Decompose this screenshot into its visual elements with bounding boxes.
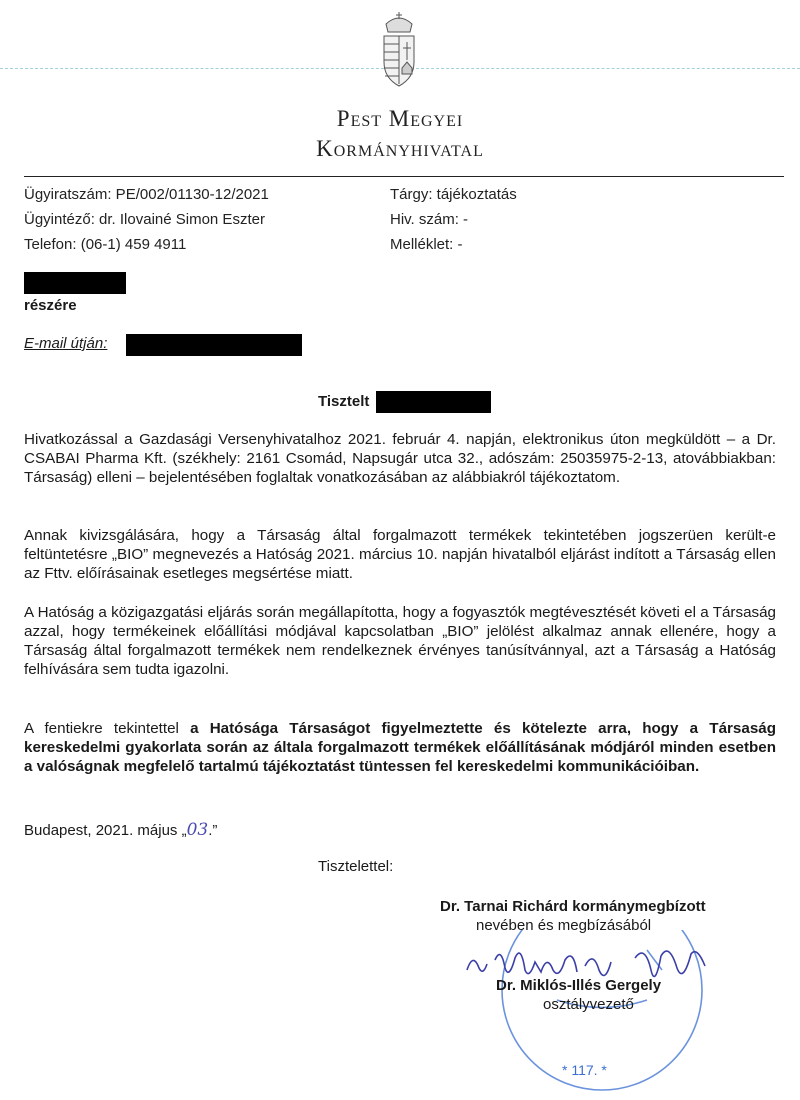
- case-administrator: Ügyintéző: dr. Ilovainé Simon Eszter: [24, 211, 265, 228]
- attachment: Melléklet: -: [390, 236, 463, 253]
- redacted-addressee: [376, 391, 491, 413]
- reference-number: Hiv. szám: -: [390, 211, 469, 228]
- signer2-name: Dr. Miklós-Illés Gergely: [496, 977, 662, 994]
- stamp-number: * 117. *: [562, 1062, 607, 1078]
- date-prefix: Budapest, 2021. május „: [24, 822, 187, 839]
- date-suffix: .”: [208, 822, 218, 839]
- paragraph-3: A Hatóság a közigazgatási eljárás során megállapította, hogy a fogyasztók megtévesztését követi el a Társaság azzal, hogy termékeinek előállítási módjával kapcsolatban „BIO” jelölést alkalmaz annak ellenére, hogy a Társaság által forgalmazott termékek nem rendelkeznek érvényes tanúsítvánnyal, azt a Társaság a Hatóság felhívására sem tudta igazolni.: [24, 604, 776, 678]
- office-name-line1: Pest Megyei: [336, 106, 464, 131]
- redacted-recipient-name: [24, 272, 126, 294]
- office-name-line2: Kormányhivatal: [316, 136, 484, 161]
- salutation: Tisztelt: [318, 393, 370, 410]
- date-line: [24, 820, 217, 840]
- paragraph-4: [24, 719, 776, 776]
- header-divider: [24, 176, 784, 177]
- paragraph-4-emphasis: a Hatósága Társaságot figyelmeztette és kötelezte arra, hogy a Társaság kereskedelmi gyakorlata során az általa forgalmazott termékek előállításának módjáról minden esetben a valóságnak megfelelő tartalmú tájékoztatást tüntessen fel kereskedelmi kommunikációiban.: [24, 720, 776, 775]
- phone-number: Telefon: (06-1) 459 4911: [24, 236, 187, 253]
- signer1-role: nevében és megbízásából: [476, 917, 652, 934]
- subject: Tárgy: tájékoztatás: [390, 186, 517, 203]
- date-day-handwritten: 03: [186, 820, 209, 840]
- coat-of-arms-icon: [378, 10, 420, 90]
- redacted-email-address: [126, 334, 302, 356]
- paragraph-4-lead: A fentiekre tekintettel: [24, 720, 191, 737]
- paragraph-2: Annak kivizsgálására, hogy a Társaság által forgalmazott termékek tekintetében jogszerüen került-e feltüntetésre „BIO” megnevezés a Hatóság 2021. március 10. napján hivatalból eljárást indított a Társaság ellen az Fttv. előírásainak esetleges megsértése miatt.: [24, 527, 776, 582]
- email-delivery-label: E-mail útján:: [24, 335, 108, 352]
- regards: Tisztelettel:: [318, 858, 394, 875]
- recipient-for-label: részére: [24, 297, 77, 314]
- case-number: Ügyiratszám: PE/002/01130-12/2021: [24, 186, 269, 203]
- signer1-name: Dr. Tarnai Richárd kormánymegbízott: [440, 898, 706, 915]
- signer2-role: osztályvezető: [543, 996, 634, 1013]
- paragraph-1: Hivatkozással a Gazdasági Versenyhivatalhoz 2021. február 4. napján, elektronikus úton megküldött – a Dr. CSABAI Pharma Kft. (székhely: 2161 Csomád, Napsugár utca 32., adószám: 25035975-2-13, atovábbiakban: Társaság) elleni – bejelentésében foglaltak vonatkozásában az alábbiakról tájékoztatom.: [24, 431, 776, 486]
